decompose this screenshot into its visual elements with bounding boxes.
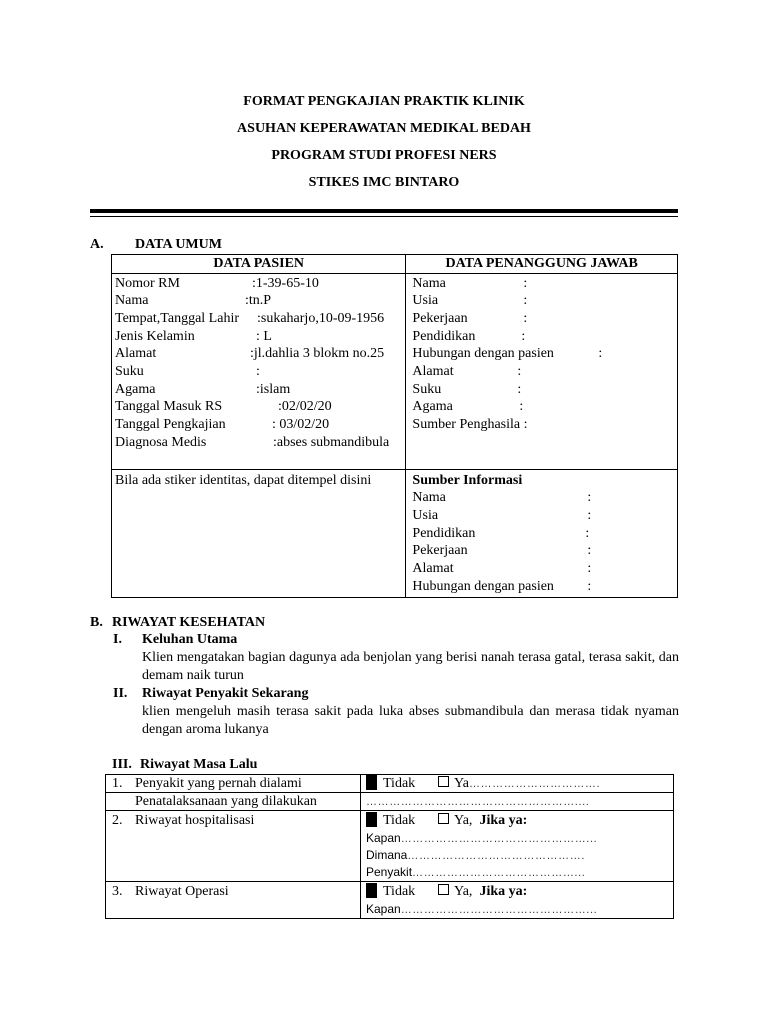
col-header-pj: DATA PENANGGUNG JAWAB <box>406 255 678 274</box>
row-hospitalisasi-options-cell: Tidak Ya, Jika ya: Kapan…………………………………………... Dimana………………………………………. Penyakit……………………………………... <box>361 811 674 882</box>
checkbox-ya-empty[interactable] <box>438 884 449 895</box>
pj-value: : <box>517 363 522 379</box>
checkbox-ya-empty[interactable] <box>438 776 449 787</box>
data-umum-table <box>111 254 678 598</box>
pj-row: Pendidikan : <box>412 328 526 344</box>
row-penatalaksanaan-label-cell: Penatalaksanaan yang dilakukan <box>106 793 361 811</box>
row-hospitalisasi-label-cell: 2. Riwayat hospitalisasi <box>106 811 361 882</box>
sumber-value: : <box>587 543 592 559</box>
pj-value: : <box>598 346 603 362</box>
pj-value: : <box>523 293 528 309</box>
section-b-title: RIWAYAT KESEHATAN <box>112 615 266 630</box>
pasien-value: :sukaharjo,10-09-1956 <box>257 310 385 326</box>
riwayat-masa-lalu-table <box>105 774 674 919</box>
sumber-row: Alamat : <box>412 560 592 576</box>
sumber-value: : <box>587 490 592 506</box>
subsection-1-title: Keluhan Utama <box>142 632 238 647</box>
doc-title-line-4: STIKES IMC BINTARO <box>308 175 460 190</box>
pasien-row: Agama :islam <box>115 381 291 397</box>
subsection-2-number: II. <box>113 686 128 701</box>
sumber-value: : <box>585 525 590 541</box>
pasien-value: :abses submandibula <box>273 434 390 450</box>
section-a-title: DATA UMUM <box>135 237 222 252</box>
pasien-row: Nomor RM :1-39-65-10 <box>115 275 319 291</box>
keluhan-utama-text: Klien mengatakan bagian dagunya ada benjolan yang berisi nanah terasa gatal, terasa sakit, dan demam naik turun <box>142 650 679 683</box>
pasien-row: Tanggal Pengkajian : 03/02/20 <box>115 417 330 432</box>
sumber-informasi-title: Sumber Informasi <box>412 472 523 488</box>
pasien-value: : <box>256 363 260 379</box>
header-rule-thick <box>90 209 678 213</box>
pasien-value: : 03/02/20 <box>272 417 330 432</box>
checkbox-ya-empty[interactable] <box>438 813 449 824</box>
row-operasi-options-cell: Tidak Ya, Jika ya: Kapan…………………………………………... <box>361 882 674 919</box>
pj-value: : <box>517 381 522 397</box>
sumber-value: : <box>587 560 592 576</box>
stiker-cell <box>112 469 406 597</box>
pasien-row: Jenis Kelamin : L <box>115 328 272 344</box>
sumber-row: Pendidikan : <box>412 525 590 541</box>
riwayat-penyakit-text: klien mengeluh masih terasa sakit pada luka abses submandibula dan merasa tidak nyaman dengan aroma lukanya <box>142 704 679 737</box>
subsection-2-title: Riwayat Penyakit Sekarang <box>142 686 309 701</box>
doc-title-line-3: PROGRAM STUDI PROFESI NERS <box>271 148 497 163</box>
pj-value: : <box>521 328 526 344</box>
pj-row: Usia : <box>412 293 528 309</box>
pj-value: : <box>519 399 524 415</box>
pj-row: Suku : <box>412 381 522 397</box>
pasien-value: :islam <box>256 381 291 397</box>
sumber-row: Nama : <box>412 490 592 506</box>
row-penyakit-label-cell: 1. Penyakit yang pernah dialami <box>106 775 361 793</box>
row-operasi-label-cell: 3. Riwayat Operasi <box>106 882 361 919</box>
row-penatalaksanaan-value-cell: ……………………………………………….... <box>361 793 674 811</box>
pj-row: Nama : <box>412 275 528 291</box>
sumber-row: Usia : <box>412 507 592 523</box>
sumber-value: : <box>587 507 592 523</box>
subsection-1-number: I. <box>113 632 122 647</box>
pasien-value: :tn.P <box>245 293 272 309</box>
checkbox-tidak-checked[interactable] <box>366 775 377 790</box>
pj-row: Sumber Penghasila : <box>412 417 528 432</box>
pj-row: Agama : <box>412 399 524 415</box>
sumber-value: : <box>587 578 592 594</box>
pj-data-cell <box>406 273 678 469</box>
pj-row: Pekerjaan : <box>412 310 528 326</box>
pasien-row: Alamat :jl.dahlia 3 blokm no.25 <box>115 346 385 362</box>
pasien-value: : L <box>256 328 272 344</box>
pasien-value: :jl.dahlia 3 blokm no.25 <box>250 346 385 362</box>
subsection-3-title: Riwayat Masa Lalu <box>140 757 258 772</box>
col-header-pasien: DATA PASIEN <box>112 255 406 274</box>
stiker-note: Bila ada stiker identitas, dapat ditempel disini <box>115 472 372 488</box>
sumber-row: Pekerjaan : <box>412 543 592 559</box>
pasien-value: :1-39-65-10 <box>252 275 319 291</box>
pasien-row: Suku : <box>115 363 260 379</box>
section-b-number: B. <box>90 615 103 630</box>
subsection-3-number: III. <box>112 757 132 772</box>
row-penyakit-options-cell: Tidak Ya……………………………. <box>361 775 674 793</box>
pasien-value: :02/02/20 <box>278 399 332 415</box>
pj-row: Alamat : <box>412 363 522 379</box>
pj-value: : <box>523 310 528 326</box>
pj-row: Hubungan dengan pasien : <box>412 346 603 362</box>
pasien-row: Nama :tn.P <box>115 293 272 309</box>
checkbox-tidak-checked[interactable] <box>366 883 377 898</box>
pasien-row: Tanggal Masuk RS :02/02/20 <box>115 399 332 415</box>
pasien-row: Diagnosa Medis :abses submandibula <box>115 434 390 450</box>
doc-title-line-2: ASUHAN KEPERAWATAN MEDIKAL BEDAH <box>237 121 531 136</box>
sumber-row: Hubungan dengan pasien : <box>412 578 592 594</box>
doc-title-line-1: FORMAT PENGKAJIAN PRAKTIK KLINIK <box>243 94 525 109</box>
section-a-number: A. <box>90 237 104 252</box>
pasien-row: Tempat,Tanggal Lahir :sukaharjo,10-09-1956 <box>115 310 385 326</box>
pasien-data-cell <box>112 273 406 469</box>
checkbox-tidak-checked[interactable] <box>366 812 377 827</box>
sumber-informasi-cell <box>406 469 678 597</box>
pj-value: : <box>523 275 528 291</box>
header-rule-thin <box>90 216 678 217</box>
